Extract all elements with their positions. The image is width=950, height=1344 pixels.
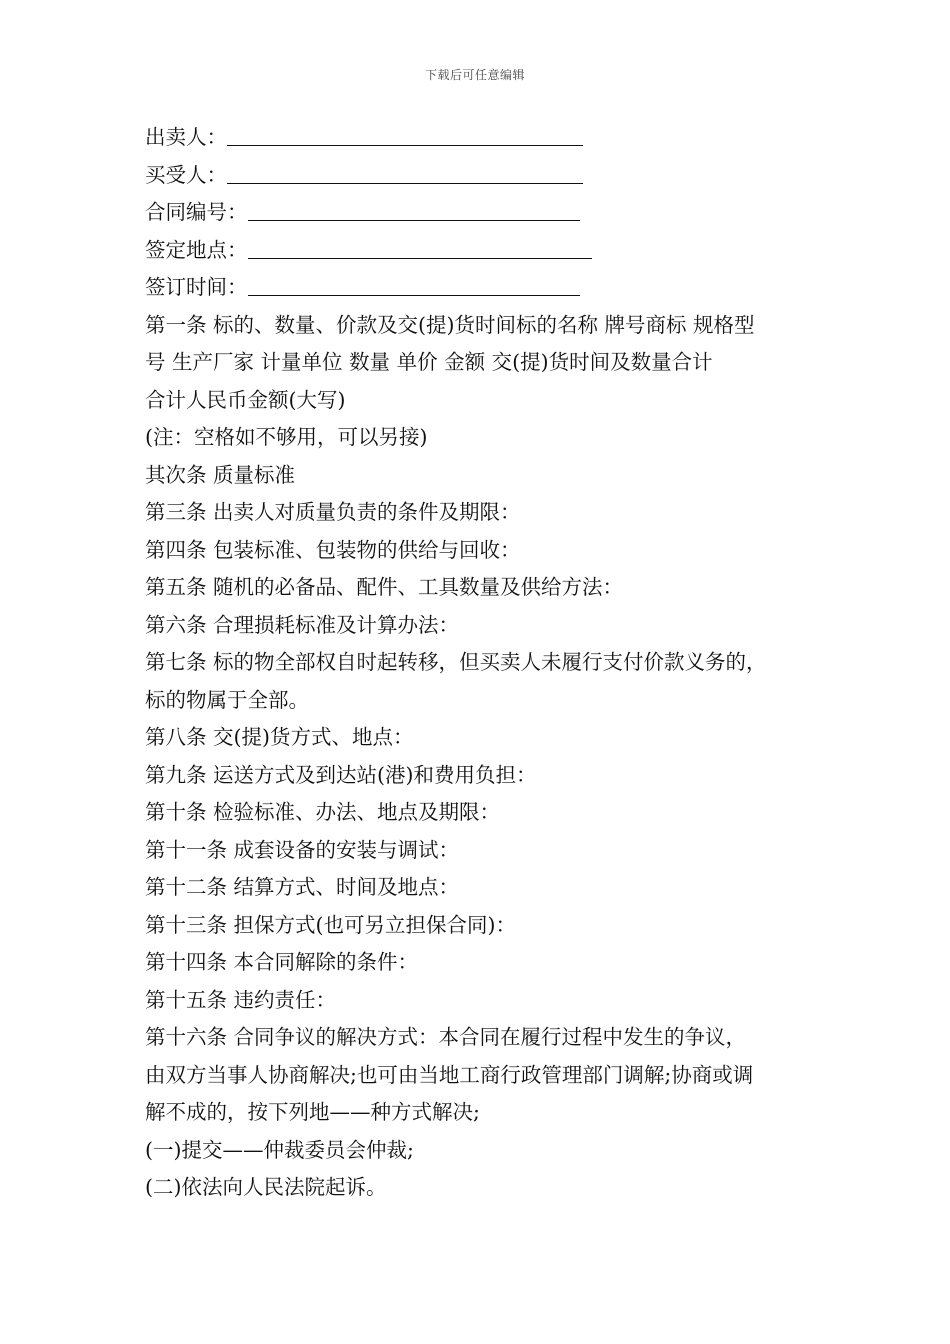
clause-line: 第一条 标的、数量、价款及交(提)货时间标的名称 牌号商标 规格型 <box>145 312 755 337</box>
clause-line: 解不成的，按下列地——种方式解决; <box>145 1100 480 1124</box>
clause-line: 第六条 合理损耗标准及计算办法： <box>145 612 460 637</box>
clause-line: 第九条 运送方式及到达站(港)和费用负担： <box>145 762 537 787</box>
field-label: 买受人： <box>145 162 227 187</box>
clause-line: 合计人民币金额(大写) <box>145 387 346 412</box>
signing-place-blank-line <box>248 236 592 259</box>
seller-blank-line <box>227 123 583 146</box>
clause-line: 第七条 标的物全部权自时起转移，但买卖人未履行支付价款义务的， <box>145 650 767 674</box>
clause-line: 第十二条 结算方式、时间及地点： <box>145 875 460 899</box>
field-signing-time <box>145 269 825 307</box>
buyer-blank-line <box>227 161 583 184</box>
clause-line: 由双方当事人协商解决;也可由当地工商行政管理部门调解;协商或调 <box>145 1062 754 1087</box>
clause-line: 第十五条 违约责任： <box>145 987 337 1012</box>
clause-line: (二)依法向人民法院起诉。 <box>145 1175 387 1199</box>
clause-line: 第十四条 本合同解除的条件： <box>145 950 419 974</box>
clause-line: (注：空格如不够用，可以另接) <box>145 425 428 449</box>
field-seller <box>145 119 825 157</box>
clause-line: 第四条 包装标准、包装物的供给与回收： <box>145 537 521 562</box>
clause-line: 第十三条 担保方式(也可另立担保合同)： <box>145 912 517 937</box>
field-signing-place <box>145 232 825 270</box>
clause-line: 第十条 检验标准、办法、地点及期限： <box>145 800 501 824</box>
clause-line: 其次条 质量标准 <box>145 462 296 487</box>
clause-line: 第五条 随机的必备品、配件、工具数量及供给方法： <box>145 575 624 599</box>
clause-line: 标的物属于全部。 <box>145 687 309 712</box>
contract-number-blank-line <box>248 198 580 221</box>
field-contract-number <box>145 194 825 232</box>
signing-time-blank-line <box>248 273 580 296</box>
clause-line: (一)提交——仲裁委员会仲裁; <box>145 1137 414 1162</box>
field-label: 出卖人： <box>145 125 227 149</box>
clause-line: 第十六条 合同争议的解决方式：本合同在履行过程中发生的争议， <box>145 1025 747 1049</box>
contract-body <box>145 119 825 1207</box>
clause-line: 第十一条 成套设备的安装与调试： <box>145 837 460 862</box>
field-label: 合同编号： <box>145 200 248 224</box>
field-label: 签定地点： <box>145 237 248 262</box>
clause-line: 第三条 出卖人对质量负责的条件及期限： <box>145 500 521 524</box>
field-buyer <box>145 157 825 195</box>
header-note: 下载后可任意编辑 <box>424 68 525 82</box>
field-label: 签订时间： <box>145 275 248 299</box>
clause-line: 第八条 交(提)货方式、地点： <box>145 725 414 749</box>
clause-line: 号 生产厂家 计量单位 数量 单价 金额 交(提)货时间及数量合计 <box>145 350 713 374</box>
